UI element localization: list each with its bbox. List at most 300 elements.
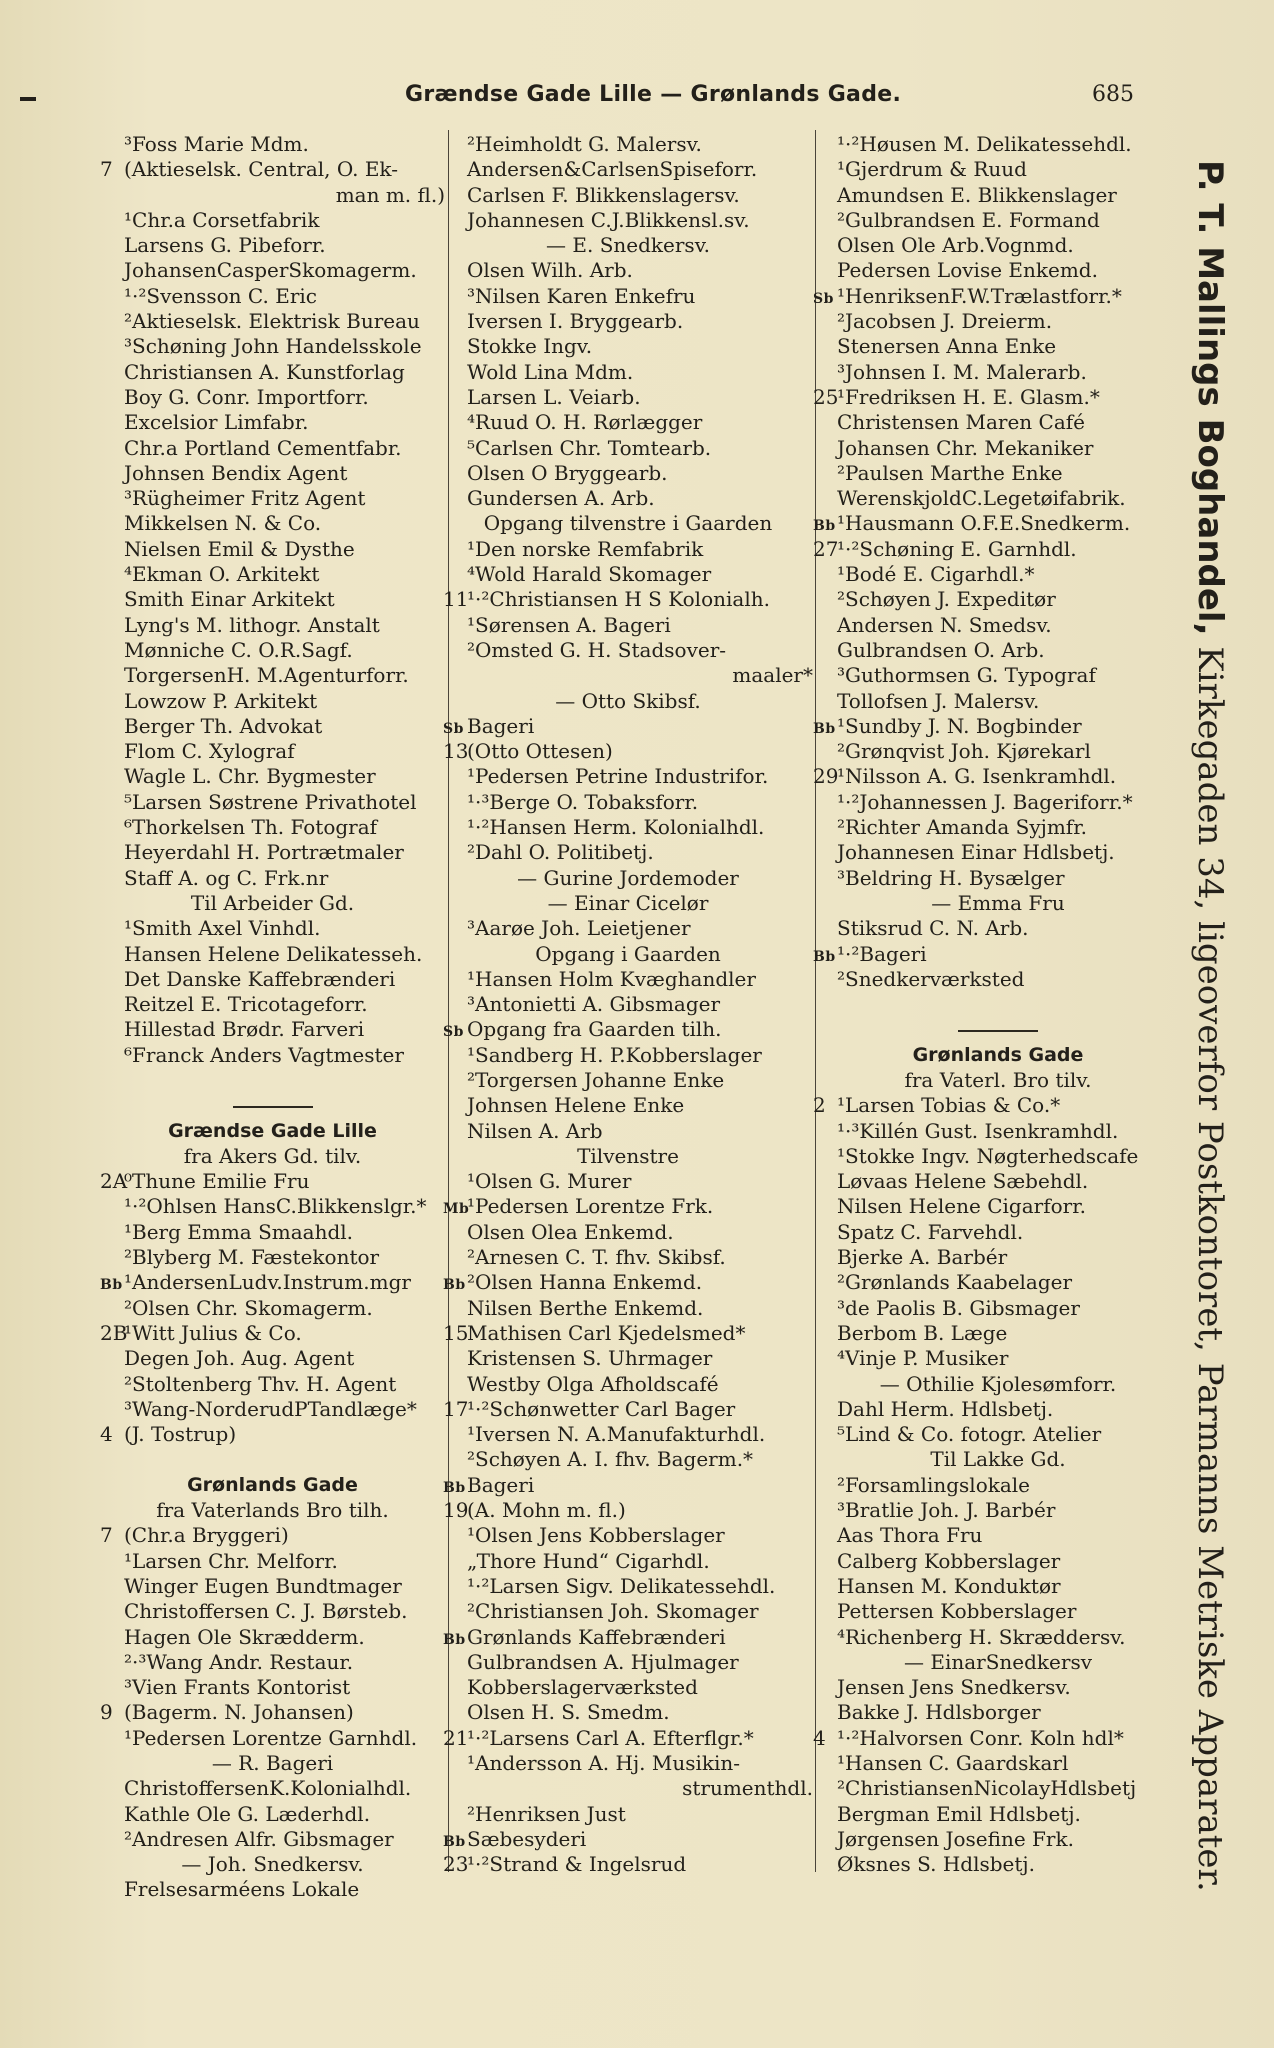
directory-entry xyxy=(100,1625,445,1650)
entry-text: Gulbrandsen O. Arb. xyxy=(837,637,1045,662)
house-number: 7 xyxy=(100,157,113,182)
entry-text: Calberg Kobberslager xyxy=(837,1548,1061,1573)
directory-entry xyxy=(100,1220,445,1245)
entry-text: ¹Pedersen Lorentze Frk. xyxy=(467,1194,714,1219)
directory-entry xyxy=(100,132,445,157)
entry-text: ¹Den norske Remfabrik xyxy=(467,536,704,561)
directory-entry xyxy=(100,1346,445,1371)
entry-text: Lyng's M. lithogr. Anstalt xyxy=(124,612,380,637)
directory-entry xyxy=(813,764,1183,789)
entry-text: Mathisen Carl Kjedelsmed* xyxy=(467,1320,746,1345)
entry-text: Nilsen Berthe Enkemd. xyxy=(467,1295,704,1320)
entry-text: ⁰Thune Emilie Fru xyxy=(124,1169,310,1194)
entry-text: Bergman Emil Hdlsbetj. xyxy=(837,1801,1081,1826)
entry-text: Grønlands Gade xyxy=(912,1043,1084,1066)
directory-entry xyxy=(443,1270,813,1295)
directory-entry xyxy=(443,511,813,536)
directory-entry xyxy=(813,1802,1183,1827)
directory-entry xyxy=(100,1751,445,1776)
entry-text: ³Bratlie Joh. J. Barbér xyxy=(837,1498,1056,1523)
entry-text: ²Schøyen A. I. fhv. Bagerm.* xyxy=(467,1447,754,1472)
directory-entry xyxy=(813,537,1183,562)
entry-text: Pettersen Kobberslager xyxy=(837,1599,1077,1624)
directory-entry xyxy=(813,1827,1183,1852)
entry-text: ²Blyberg M. Fæstekontor xyxy=(124,1245,380,1270)
directory-entry xyxy=(443,258,813,283)
directory-entry xyxy=(100,916,445,941)
entry-text: ¹AndersenLudv.Instrum.mgr xyxy=(124,1270,411,1295)
directory-entry xyxy=(100,891,445,916)
directory-entry xyxy=(443,1574,813,1599)
entry-text: JohansenCasperSkomagerm. xyxy=(124,258,417,283)
directory-entry xyxy=(100,183,445,208)
page-number: 685 xyxy=(1092,82,1134,107)
directory-entry xyxy=(100,1194,445,1219)
entry-text: Tilvenstre xyxy=(577,1143,679,1168)
directory-entry xyxy=(100,1700,445,1725)
house-number: 21 xyxy=(443,1725,469,1750)
entry-text: Lowzow P. Arkitekt xyxy=(124,688,318,713)
entry-text: ¹Chr.a Corsetfabrik xyxy=(124,207,320,232)
page-title: Grændse Gade Lille — Grønlands Gade. xyxy=(405,82,902,107)
entry-text: Frelsesarméens Lokale xyxy=(124,1877,360,1902)
entry-text: Til Arbeider Gd. xyxy=(190,890,355,915)
entry-text: ⁶Franck Anders Vagtmester xyxy=(124,1042,404,1067)
entry-text: Jørgensen Josefine Frk. xyxy=(837,1826,1074,1851)
directory-entry xyxy=(100,562,445,587)
directory-entry xyxy=(813,1852,1183,1877)
entry-text: (Otto Ottesen) xyxy=(467,739,613,764)
entry-text: ¹Smith Axel Vinhdl. xyxy=(124,916,321,941)
directory-entry xyxy=(443,714,813,739)
directory-entry xyxy=(100,1321,445,1346)
entry-text: ²Andresen Alfr. Gibsmager xyxy=(124,1826,394,1851)
entry-text: ¹·²Bageri xyxy=(837,941,927,966)
entry-text: Opgang fra Gaarden tilh. xyxy=(467,1017,722,1042)
entry-text: Hillestad Brødr. Farveri xyxy=(124,1017,365,1042)
directory-entry xyxy=(100,1422,445,1447)
directory-entry xyxy=(813,663,1183,688)
entry-text: Pedersen Lovise Enkemd. xyxy=(837,258,1098,283)
directory-entry xyxy=(443,1498,813,1523)
directory-entry xyxy=(100,1043,445,1068)
directory-entry xyxy=(443,183,813,208)
directory-entry xyxy=(100,1549,445,1574)
directory-entry xyxy=(813,360,1183,385)
entry-text: Olsen Ole Arb.Vognmd. xyxy=(837,233,1074,258)
directory-entry xyxy=(813,739,1183,764)
house-number: 29 xyxy=(813,764,839,789)
directory-entry xyxy=(443,663,813,688)
directory-entry xyxy=(443,309,813,334)
entry-text: Nielsen Emil & Dysthe xyxy=(124,536,355,561)
entry-text: ¹Stokke Ingv. Nøgterhedscafe xyxy=(837,1143,1139,1168)
house-number: Sb xyxy=(443,1024,464,1041)
house-number: 2A xyxy=(100,1169,128,1194)
directory-entry xyxy=(443,1700,813,1725)
directory-entry xyxy=(443,967,813,992)
house-number: Mb xyxy=(443,1201,470,1218)
entry-text: Boy G. Conr. Importforr. xyxy=(124,384,369,409)
entry-text: ³Wang-NorderudPTandlæge* xyxy=(124,1396,417,1421)
entry-text: ¹Hansen Holm Kvæghandler xyxy=(467,966,756,991)
entry-text: — Otto Skibsf. xyxy=(555,688,701,713)
directory-entry xyxy=(813,1700,1183,1725)
directory-entry xyxy=(813,1194,1183,1219)
section-divider xyxy=(100,1093,445,1118)
directory-entry xyxy=(813,916,1183,941)
directory-entry xyxy=(443,1397,813,1422)
entry-text: ⁶Thorkelsen Th. Fotograf xyxy=(124,815,378,840)
directory-entry xyxy=(443,992,813,1017)
entry-text: ³Foss Marie Mdm. xyxy=(124,132,309,156)
directory-entry xyxy=(813,1675,1183,1700)
entry-text: Berger Th. Advokat xyxy=(124,713,323,738)
directory-entry xyxy=(813,1625,1183,1650)
entry-text: ³Johnsen I. M. Malerarb. xyxy=(837,359,1087,384)
entry-text: Westby Olga Afholdscafé xyxy=(467,1371,719,1396)
directory-entry xyxy=(443,1852,813,1877)
entry-text: Sæbesyderi xyxy=(467,1826,587,1851)
entry-text: ¹Sørensen A. Bageri xyxy=(467,612,671,637)
entry-text: — Emma Fru xyxy=(931,890,1065,915)
directory-entry xyxy=(100,714,445,739)
directory-entry xyxy=(813,1119,1183,1144)
entry-text: ¹·²Svensson C. Eric xyxy=(124,283,317,308)
entry-text: ¹Bodé E. Cigarhdl.* xyxy=(837,562,1035,587)
directory-entry xyxy=(100,1726,445,1751)
entry-text: Olsen Wilh. Arb. xyxy=(467,258,633,283)
entry-text: ⁴Vinje P. Musiker xyxy=(837,1346,1009,1371)
directory-entry xyxy=(100,967,445,992)
directory-entry xyxy=(443,1675,813,1700)
column-2 xyxy=(443,132,813,1877)
directory-entry xyxy=(443,1194,813,1219)
entry-text: Olsen H. S. Smedm. xyxy=(467,1700,670,1725)
entry-text: Bakke J. Hdlsborger xyxy=(837,1700,1041,1725)
directory-entry xyxy=(813,1726,1183,1751)
house-number: Bb xyxy=(443,1277,466,1294)
page-header xyxy=(0,82,1274,118)
directory-entry xyxy=(813,942,1183,967)
entry-text: ¹Pedersen Lorentze Garnhdl. xyxy=(124,1725,418,1750)
directory-entry xyxy=(813,891,1183,916)
entry-text: Jensen Jens Snedkersv. xyxy=(837,1675,1071,1700)
entry-text: — R. Bageri xyxy=(211,1751,334,1775)
directory-entry xyxy=(100,461,445,486)
entry-text: ²Christiansen Joh. Skomager xyxy=(467,1599,759,1624)
entry-text: Hansen M. Konduktør xyxy=(837,1573,1061,1598)
directory-entry xyxy=(813,1776,1183,1801)
entry-text: ³Rügheimer Fritz Agent xyxy=(124,486,366,511)
entry-text: ¹·²Johannessen J. Bageriforr.* xyxy=(837,789,1133,814)
directory-entry xyxy=(443,1650,813,1675)
directory-entry xyxy=(813,1422,1183,1447)
entry-text: Excelsior Limfabr. xyxy=(124,410,309,435)
directory-entry xyxy=(100,284,445,309)
directory-entry xyxy=(813,1397,1183,1422)
directory-entry xyxy=(100,1523,445,1548)
entry-text: ²Snedkerværksted xyxy=(837,966,1025,991)
directory-entry xyxy=(443,233,813,258)
directory-entry xyxy=(813,1245,1183,1270)
directory-entry xyxy=(100,1169,445,1194)
directory-entry xyxy=(100,1574,445,1599)
directory-entry xyxy=(813,233,1183,258)
entry-text: ¹Sandberg H. P.Kobberslager xyxy=(467,1042,762,1067)
entry-text: Smith Einar Arkitekt xyxy=(124,587,335,612)
directory-entry xyxy=(813,638,1183,663)
entry-text: ²Schøyen J. Expeditør xyxy=(837,587,1056,612)
directory-entry xyxy=(443,1144,813,1169)
entry-text: ChristoffersenK.Kolonialhdl. xyxy=(124,1776,412,1801)
entry-text: Reitzel E. Tricotageforr. xyxy=(124,992,368,1017)
entry-text: Stiksrud C. N. Arb. xyxy=(837,916,1029,941)
entry-text: Spatz C. Farvehdl. xyxy=(837,1219,1024,1244)
directory-entry xyxy=(443,1726,813,1751)
entry-text: Kristensen S. Uhrmager xyxy=(467,1346,713,1371)
entry-text: ²·³Wang Andr. Restaur. xyxy=(124,1649,354,1674)
directory-entry xyxy=(100,385,445,410)
entry-text: ²Heimholdt G. Malersv. xyxy=(467,132,702,156)
entry-text: ¹Sundby J. N. Bogbinder xyxy=(837,713,1082,738)
entry-text: ¹Hausmann O.F.E.Snedkerm. xyxy=(837,511,1131,536)
entry-text: ¹HenriksenF.W.Trælastforr.* xyxy=(837,283,1122,308)
entry-text: Bjerke A. Barbér xyxy=(837,1245,1008,1270)
entry-text: Andersen&CarlsenSpiseforr. xyxy=(467,157,758,182)
entry-text: Kathle Ole G. Læderhdl. xyxy=(124,1801,371,1826)
house-number: Sb xyxy=(813,290,834,307)
entry-text: Stokke Ingv. xyxy=(467,334,593,359)
entry-text: (J. Tostrup) xyxy=(124,1422,237,1447)
entry-text: ³Schøning John Handelsskole xyxy=(124,334,422,359)
street-heading xyxy=(100,1473,445,1498)
house-number: Bb xyxy=(813,518,836,535)
entry-text: Til Lakke Gd. xyxy=(930,1447,1066,1472)
directory-entry xyxy=(813,562,1183,587)
entry-text: ²Torgersen Johanne Enke xyxy=(467,1067,725,1092)
entry-text: maaler* xyxy=(732,663,813,688)
directory-entry xyxy=(443,815,813,840)
entry-text: Mikkelsen N. & Co. xyxy=(124,511,322,536)
directory-entry xyxy=(443,1372,813,1397)
directory-entry xyxy=(813,1599,1183,1624)
directory-entry xyxy=(813,587,1183,612)
directory-entry xyxy=(813,1220,1183,1245)
directory-entry xyxy=(100,537,445,562)
house-number: 19 xyxy=(443,1498,469,1523)
entry-text: ¹·²Christiansen H S Kolonialh. xyxy=(467,587,770,612)
entry-text: ³Beldring H. Bysælger xyxy=(837,865,1065,890)
entry-text: ³Vien Frants Kontorist xyxy=(124,1675,351,1700)
house-number: Bb xyxy=(813,948,836,965)
directory-entry xyxy=(443,1321,813,1346)
directory-entry xyxy=(443,410,813,435)
directory-entry xyxy=(813,132,1183,157)
directory-entry xyxy=(100,1776,445,1801)
directory-entry xyxy=(443,790,813,815)
directory-entry xyxy=(100,689,445,714)
directory-entry xyxy=(443,613,813,638)
entry-text: Winger Eugen Bundtmager xyxy=(124,1573,402,1598)
directory-entry xyxy=(813,436,1183,461)
directory-entry xyxy=(100,587,445,612)
entry-text: Det Danske Kaffebrænderi xyxy=(124,966,396,991)
entry-text: ²Dahl O. Politibetj. xyxy=(467,840,654,865)
house-number: 23 xyxy=(443,1852,469,1877)
house-number: 4 xyxy=(813,1725,826,1750)
ad-address-text: Kirkegaden 34, ligeoverfor Postkontoret, Parmanns Metriske Apparater. xyxy=(1190,635,1230,1892)
entry-text: Iversen I. Bryggearb. xyxy=(467,309,684,334)
directory-entry xyxy=(100,334,445,359)
directory-entry xyxy=(100,866,445,891)
entry-text: Nilsen A. Arb xyxy=(467,1118,603,1143)
entry-text: ⁴Ruud O. H. Rørlægger xyxy=(467,410,703,435)
directory-entry xyxy=(100,1017,445,1042)
directory-entry xyxy=(813,157,1183,182)
entry-text: Carlsen F. Blikkenslagersv. xyxy=(467,182,740,207)
column-3 xyxy=(813,132,1183,1877)
entry-text: Wold Lina Mdm. xyxy=(467,359,634,384)
entry-text: ²Grønlands Kaabelager xyxy=(837,1270,1073,1295)
entry-text: (A. Mohn m. fl.) xyxy=(467,1498,626,1523)
house-number: 17 xyxy=(443,1396,469,1421)
entry-text: Løvaas Helene Sæbehdl. xyxy=(837,1169,1089,1194)
entry-text: Dahl Herm. Hdlsbetj. xyxy=(837,1396,1054,1421)
entry-text: Staff A. og C. Frk.nr xyxy=(124,865,329,890)
directory-entry xyxy=(100,1877,445,1902)
entry-text: ¹Pedersen Petrine Industrifor. xyxy=(467,764,769,789)
entry-text: Amundsen E. Blikkenslager xyxy=(837,182,1117,207)
directory-entry xyxy=(813,714,1183,739)
house-number: 4 xyxy=(100,1422,113,1447)
directory-entry xyxy=(443,334,813,359)
entry-text: ¹Berg Emma Smaahdl. xyxy=(124,1219,354,1244)
entry-text: — Einar Cicelør xyxy=(547,890,709,915)
directory-entry xyxy=(813,1270,1183,1295)
entry-text: Hagen Ole Skrædderm. xyxy=(124,1624,365,1649)
directory-entry xyxy=(100,157,445,182)
directory-entry xyxy=(813,385,1183,410)
directory-entry xyxy=(100,992,445,1017)
entry-text: ³Antonietti A. Gibsmager xyxy=(467,992,721,1017)
directory-entry xyxy=(443,840,813,865)
directory-entry xyxy=(813,511,1183,536)
directory-entry xyxy=(100,511,445,536)
spacer xyxy=(813,992,1183,1017)
house-number: 11 xyxy=(443,587,469,612)
directory-entry xyxy=(813,1169,1183,1194)
directory-entry xyxy=(100,258,445,283)
directory-entry xyxy=(813,1473,1183,1498)
house-number: Bb xyxy=(100,1277,123,1294)
entry-text: Kobberslagerværksted xyxy=(467,1675,698,1700)
entry-text: ²ChristiansenNicolayHdlsbetj xyxy=(837,1776,1137,1801)
directory-entry xyxy=(100,613,445,638)
entry-text: Grønlands Kaffebrænderi xyxy=(467,1624,726,1649)
entry-text: Bageri xyxy=(467,1472,535,1497)
entry-text: Andersen N. Smedsv. xyxy=(837,612,1052,637)
entry-text: Tollofsen J. Malersv. xyxy=(837,688,1040,713)
directory-entry xyxy=(443,284,813,309)
entry-text: Christensen Maren Café xyxy=(837,410,1085,435)
entry-text: ⁵Lind & Co. fotogr. Atelier xyxy=(837,1422,1102,1447)
column-1 xyxy=(100,132,445,1903)
entry-text: Aas Thora Fru xyxy=(837,1523,983,1548)
directory-entry xyxy=(813,258,1183,283)
directory-entry xyxy=(443,1599,813,1624)
directory-entry xyxy=(443,436,813,461)
directory-entry xyxy=(100,1144,445,1169)
entry-text: Stenersen Anna Enke xyxy=(837,334,1057,359)
entry-text: fra Vaterlands Bro tilh. xyxy=(156,1498,389,1523)
entry-text: ¹Fredriksen H. E. Glasm.* xyxy=(837,384,1100,409)
directory-entry xyxy=(100,942,445,967)
directory-entry xyxy=(100,436,445,461)
entry-text: ²Omsted G. H. Stadsover- xyxy=(467,637,727,662)
directory-entry xyxy=(100,1296,445,1321)
entry-text: ¹Olsen G. Murer xyxy=(467,1169,632,1194)
directory-entry xyxy=(443,1776,813,1801)
directory-entry xyxy=(443,1473,813,1498)
entry-text: Johannesen C.J.Blikkensl.sv. xyxy=(467,207,750,232)
directory-entry xyxy=(443,891,813,916)
entry-text: ²Forsamlingslokale xyxy=(837,1472,1031,1497)
directory-entry xyxy=(443,1245,813,1270)
entry-text: — Othilie Kjolesømforr. xyxy=(879,1371,1117,1396)
directory-entry xyxy=(813,613,1183,638)
entry-text: Nilsen Helene Cigarforr. xyxy=(837,1194,1086,1219)
entry-text: Berbom B. Læge xyxy=(837,1320,1008,1345)
house-number: Bb xyxy=(443,1631,466,1648)
directory-entry xyxy=(443,1346,813,1371)
directory-entry xyxy=(443,1017,813,1042)
entry-text: Flom C. Xylograf xyxy=(124,739,295,764)
directory-entry xyxy=(813,461,1183,486)
entry-text: Mønniche C. O.R.Sagf. xyxy=(124,637,353,662)
entry-text: ¹·³Berge O. Tobaksforr. xyxy=(467,789,699,814)
entry-text: ¹Olsen Jens Kobberslager xyxy=(467,1523,725,1548)
directory-entry xyxy=(443,1751,813,1776)
entry-text: ¹·²Schøning E. Garnhdl. xyxy=(837,536,1077,561)
entry-text: WerenskjoldC.Legetøifabrik. xyxy=(837,486,1126,511)
directory-entry xyxy=(813,1346,1183,1371)
entry-text: ¹·²Larsens Carl A. Efterflgr.* xyxy=(467,1725,754,1750)
directory-entry xyxy=(813,284,1183,309)
entry-text: ²Arnesen C. T. fhv. Skibsf. xyxy=(467,1245,726,1270)
entry-text: ⁴Ekman O. Arkitekt xyxy=(124,562,320,587)
entry-text: ³Guthormsen G. Typograf xyxy=(837,663,1096,688)
entry-text: ⁵Carlsen Chr. Tomtearb. xyxy=(467,435,712,460)
house-number: 7 xyxy=(100,1523,113,1548)
directory-entry xyxy=(443,1119,813,1144)
entry-text: TorgersenH. M.Agenturforr. xyxy=(124,663,409,688)
entry-text: ¹·²Høusen M. Delikatessehdl. xyxy=(837,132,1132,156)
entry-text: ²Grønqvist Joh. Kjørekarl xyxy=(837,739,1091,764)
directory-entry xyxy=(813,866,1183,891)
directory-entry xyxy=(813,309,1183,334)
entry-text: ²Richter Amanda Syjmfr. xyxy=(837,815,1087,840)
directory-entry xyxy=(813,183,1183,208)
directory-entry xyxy=(813,1068,1183,1093)
entry-text: Olsen O Bryggearb. xyxy=(467,460,668,485)
entry-text: fra Akers Gd. tilv. xyxy=(183,1143,362,1168)
directory-entry xyxy=(100,1650,445,1675)
sidebar-advertisement xyxy=(1185,160,1235,1900)
spacer xyxy=(100,1447,445,1472)
entry-text: Grændse Gade Lille xyxy=(168,1119,377,1142)
house-number: Bb xyxy=(813,720,836,737)
